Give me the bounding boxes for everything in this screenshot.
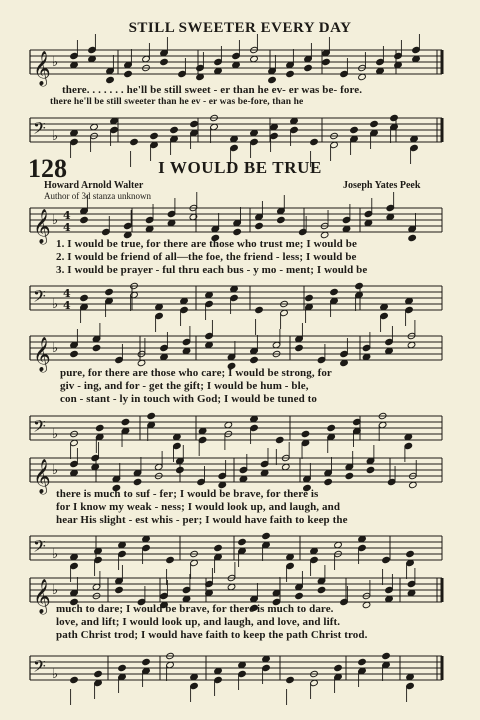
svg-text:4: 4 (63, 209, 71, 222)
lyric-line: giv - ing, and for - get the gift; I would be hum - ble, (60, 380, 309, 392)
bass-clef-icon: 𝄢 (33, 656, 46, 680)
hymn-title: I WOULD BE TRUE (158, 158, 322, 177)
composer-credit: Joseph Yates Peek (343, 180, 421, 191)
lyric-line: love, and lift; I would look up, and laugh, and love, and lift. (56, 616, 341, 628)
bass-clef-icon: 𝄢 (33, 118, 46, 142)
staff-bass (0, 280, 480, 320)
svg-text:4: 4 (63, 299, 71, 312)
lyric-line: 1. I would be true, for there are those who trust me; I would be (56, 238, 357, 250)
lyric-line: there he'll be still sweeter than he ev - er was be-fore, than he (50, 97, 304, 107)
svg-text:4: 4 (63, 287, 71, 300)
treble-clef-icon: 𝄞 (33, 337, 51, 372)
previous-hymn-title: STILL SWEETER EVERY DAY (128, 20, 352, 36)
flat-icon: ♭ (52, 129, 59, 144)
flat-icon: ♭ (52, 667, 59, 682)
staff-bass (0, 650, 480, 690)
flat-icon: ♭ (52, 547, 59, 562)
lyric-line: for I know my weak - ness; I would look up, and laugh, and (56, 501, 341, 513)
staff-bass (0, 530, 480, 570)
treble-clef-icon: 𝄞 (33, 459, 51, 494)
bass-clef-icon: 𝄢 (33, 286, 46, 310)
lyric-line: 2. I would be friend of all—the foe, the friend - less; I would be (56, 251, 357, 263)
flat-icon: ♭ (52, 427, 59, 442)
staff-bass (0, 410, 480, 450)
treble-clef-icon: 𝄞 (33, 51, 51, 86)
lyric-line: path Christ trod; I would have faith to keep the path Christ trod. (56, 629, 368, 641)
hymn-number: 128 (28, 154, 67, 183)
treble-clef-icon: 𝄞 (33, 209, 51, 244)
flat-icon: ♭ (52, 463, 59, 478)
staff-treble (0, 330, 480, 370)
lyric-line: there is much to suf - fer; I would be brave, for there is (56, 488, 319, 500)
lyric-line: 3. I would be prayer - ful thru each bus - y mo - ment; I would be (56, 264, 368, 276)
svg-text:4: 4 (63, 221, 71, 234)
staff-treble (0, 452, 480, 492)
bass-clef-icon: 𝄢 (33, 536, 46, 560)
author-note: Author of 3d stanza unknown (44, 191, 151, 201)
flat-icon: ♭ (52, 297, 59, 312)
staff-treble (0, 202, 480, 242)
lyric-line: there. . . . . . . he'll be still sweet - er than he ev- er was be- fore. (62, 84, 363, 96)
bass-clef-icon: 𝄢 (33, 416, 46, 440)
author-credit: Howard Arnold Walter (44, 180, 144, 191)
lyric-line: pure, for there are those who care; I would be strong, for (60, 367, 332, 379)
lyric-line: con - stant - ly in touch with God; I would be tuned to (60, 393, 318, 405)
flat-icon: ♭ (52, 55, 59, 70)
staff-bass (0, 112, 480, 162)
flat-icon: ♭ (52, 213, 59, 228)
lyric-line: much to dare; I would be brave, for there is much to dare. (56, 603, 334, 615)
flat-icon: ♭ (52, 583, 59, 598)
treble-clef-icon: 𝄞 (33, 579, 51, 614)
flat-icon: ♭ (52, 341, 59, 356)
lyric-line: hear His slight - est whis - per; I would have faith to keep the (56, 514, 348, 526)
